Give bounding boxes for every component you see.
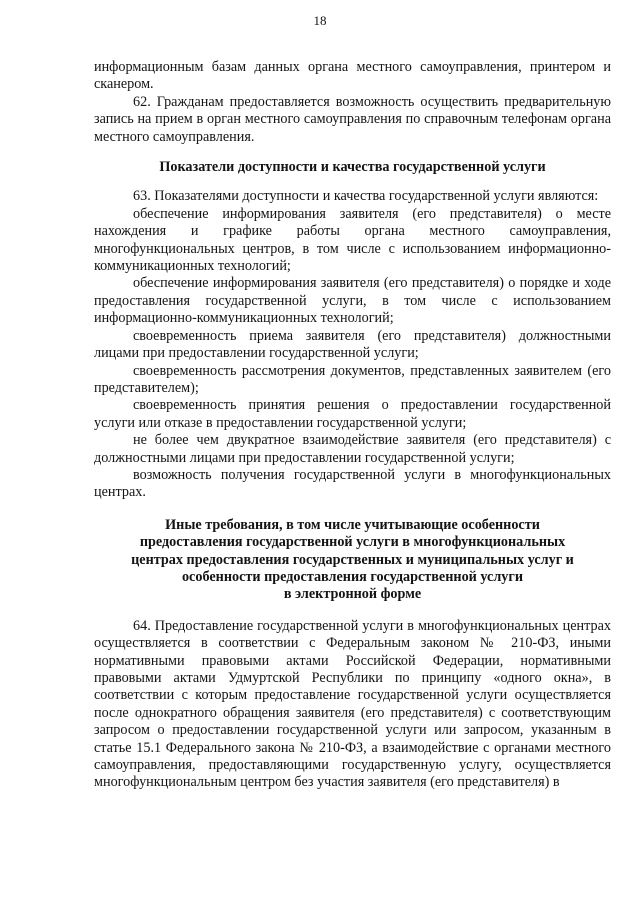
page-number: 18 [313, 13, 327, 28]
list-item: обеспечение информирования заявителя (его представителя) о месте нахождения и графике работы органа местного самоуправления, многофункциональных центров, в том числе с использованием информационно-коммуникационных технологий; [94, 205, 611, 275]
paragraph-63-lead: 63. Показателями доступности и качества государственной услуги являются: [133, 188, 599, 205]
list-item: обеспечение информирования заявителя (его представителя) о порядке и ходе предоставления государственной услуги, в том числе с использованием информационно-коммуникационных технологий; [94, 275, 611, 327]
heading-line: особенности предоставления государственной услуги [181, 568, 524, 585]
heading-line: в электронной форме [283, 586, 422, 603]
heading-line: Иные требования, в том числе учитывающие особенности [165, 516, 540, 533]
list-item: возможность получения государственной услуги в многофункциональных центрах. [94, 466, 611, 501]
paragraph-61-continuation: информационным базам данных органа местного самоуправления, принтером и сканером. [94, 59, 611, 93]
section-heading-accessibility: Показатели доступности и качества государственной услуги [159, 159, 546, 176]
list-item: не более чем двукратное взаимодействие заявителя (его представителя) с должностными лицами при предоставлении государственной услуги; [94, 432, 611, 466]
paragraph-62: 62. Гражданам предоставляется возможность осуществить предварительную запись на прием в орган местного самоуправления по справочным телефонам органа местного самоуправления. [94, 93, 611, 145]
list-item: своевременность принятия решения о предоставлении государственной услуги или отказе в предоставлении государственной услуги; [94, 397, 611, 431]
heading-line: центрах предоставления государственных и муниципальных услуг и [131, 551, 574, 568]
list-item: своевременность приема заявителя (его представителя) должностными лицами при предоставлении государственной услуги; [94, 327, 611, 362]
document-body [94, 59, 611, 792]
section-heading-other-requirements [94, 517, 611, 604]
heading-line: предоставления государственной услуги в многофункциональных [139, 534, 566, 551]
list-item: своевременность рассмотрения документов, представленных заявителем (его представителем); [94, 362, 611, 396]
paragraph-64: 64. Предоставление государственной услуги в многофункциональных центрах осуществляется в соответствии с Федеральным законом № 210-ФЗ, иными нормативными правовыми актами Российской Федерации, нормативными правовыми актами Удмуртской Республики по принципу «одного окна», в соответствии с которым предоставление государственной услуги осуществляется после однократного обращения заявителя (его представителя) с соответствующим запросом о предоставлении государственной услуги или запросом, указанным в статье 15.1 Федерального закона № 210-ФЗ, а взаимодействие с органами местного самоуправления, предоставляющими государственную услугу, осуществляется многофункциональным центром без участия заявителя (его представителя) в [94, 617, 611, 791]
